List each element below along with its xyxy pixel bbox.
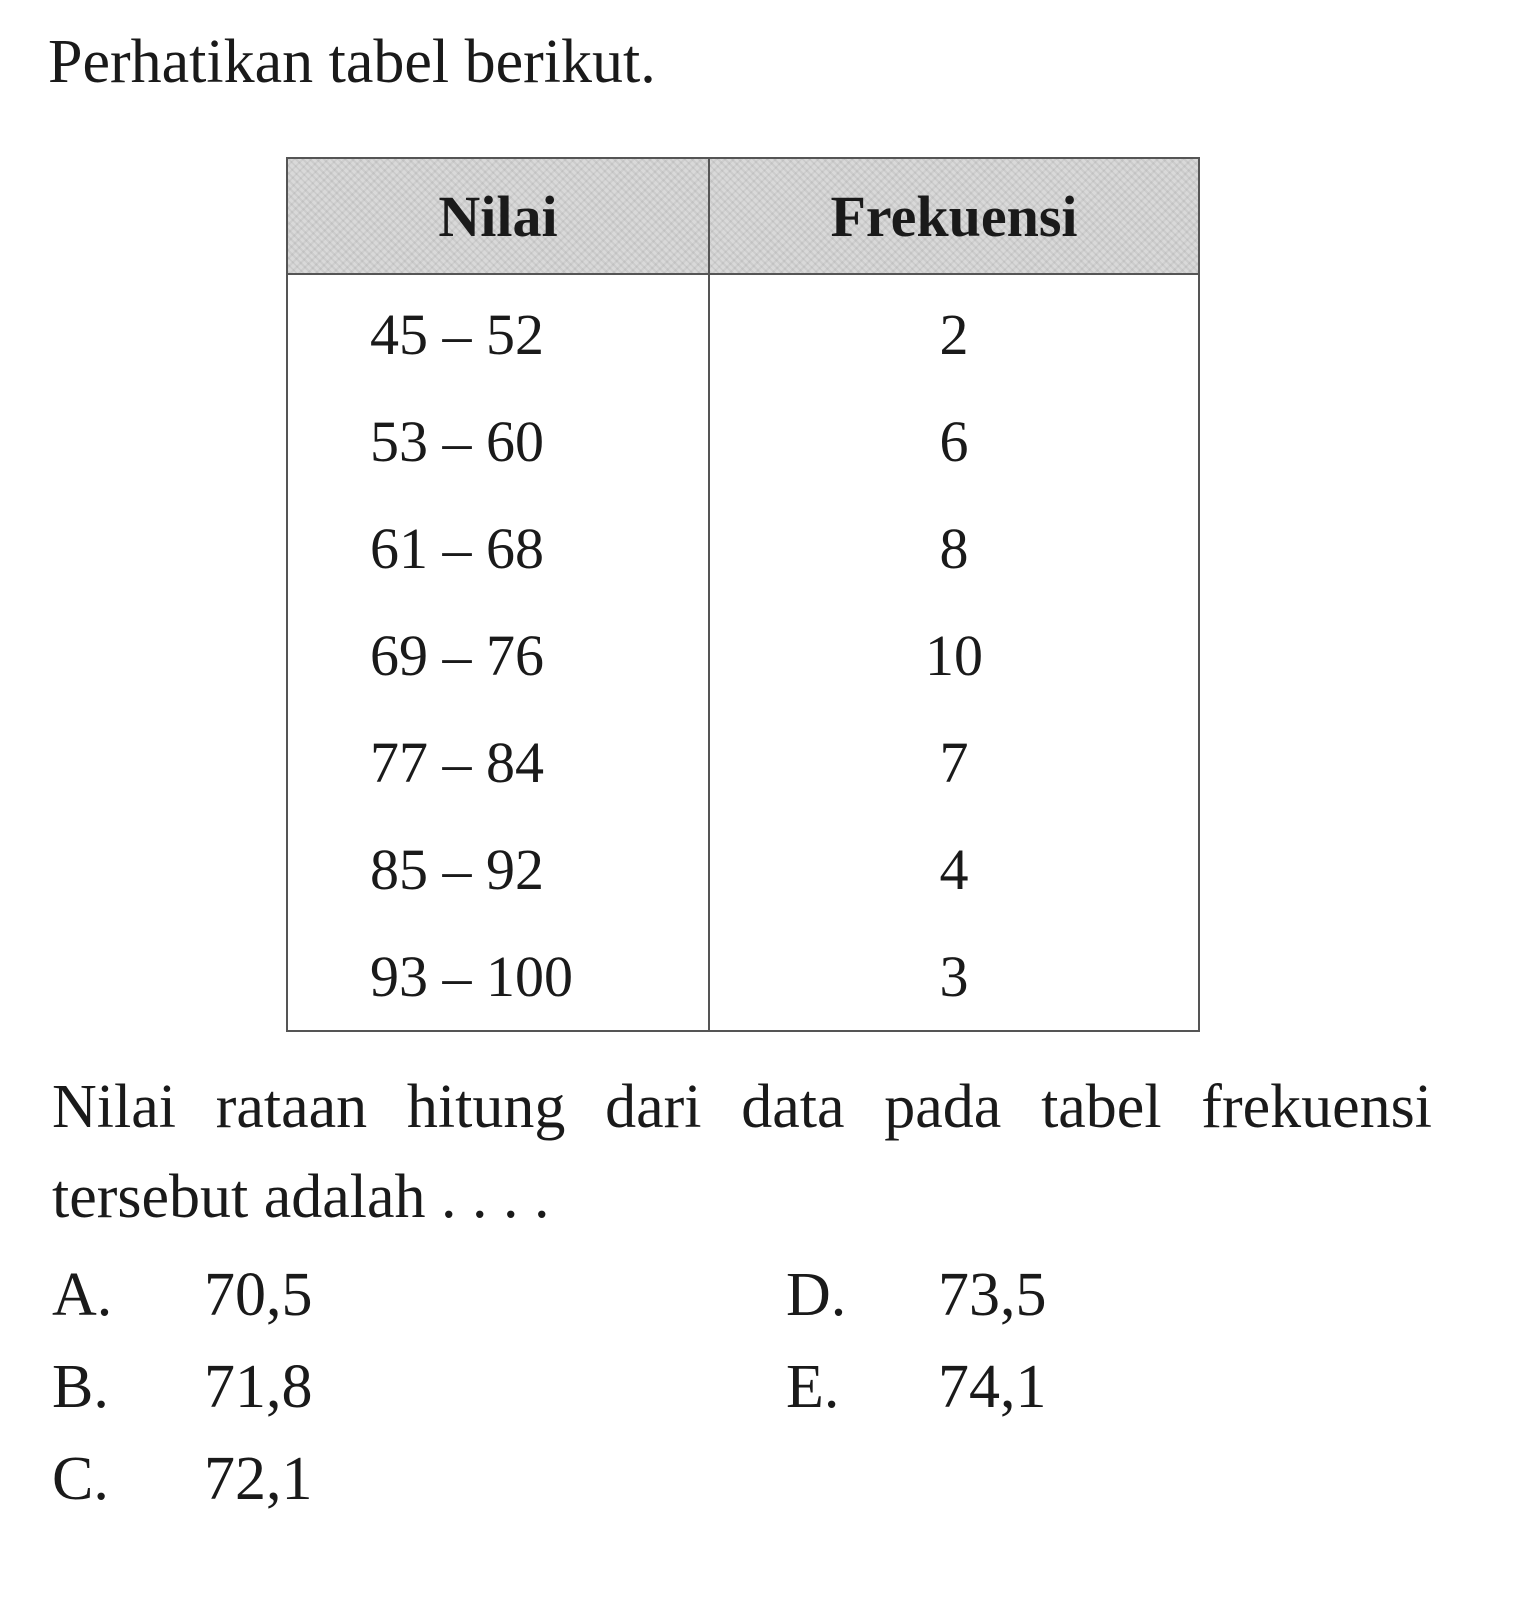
option-letter: D.	[786, 1261, 847, 1329]
option-value: 72,1	[204, 1445, 313, 1513]
option-c[interactable]	[52, 1445, 313, 1513]
table-row	[287, 709, 1199, 816]
nilai-cell: 93 – 100	[287, 923, 709, 1031]
nilai-cell: 77 – 84	[287, 709, 709, 816]
option-e[interactable]	[786, 1353, 1047, 1421]
table-row	[287, 602, 1199, 709]
frekuensi-cell: 4	[709, 816, 1199, 923]
frequency-table	[286, 157, 1200, 1032]
table-row	[287, 923, 1199, 1031]
option-value: 71,8	[204, 1353, 313, 1421]
table-header-row	[287, 158, 1199, 274]
option-value: 70,5	[204, 1261, 313, 1329]
frekuensi-cell: 10	[709, 602, 1199, 709]
table-row	[287, 816, 1199, 923]
option-a[interactable]	[52, 1261, 313, 1329]
option-letter: B.	[52, 1353, 109, 1421]
question-text: Nilai rataan hitung dari data pada tabel frekuensi tersebut adalah . . . .	[52, 1073, 1432, 1231]
frekuensi-cell: 7	[709, 709, 1199, 816]
option-letter: C.	[52, 1445, 109, 1513]
table-row	[287, 495, 1199, 602]
frekuensi-cell: 3	[709, 923, 1199, 1031]
frekuensi-cell: 6	[709, 388, 1199, 495]
nilai-cell: 45 – 52	[287, 274, 709, 388]
nilai-cell: 53 – 60	[287, 388, 709, 495]
frekuensi-cell: 8	[709, 495, 1199, 602]
option-d[interactable]	[786, 1261, 1047, 1329]
option-letter: E.	[786, 1353, 840, 1421]
nilai-cell: 69 – 76	[287, 602, 709, 709]
option-b[interactable]	[52, 1353, 313, 1421]
frekuensi-cell: 2	[709, 274, 1199, 388]
nilai-cell: 61 – 68	[287, 495, 709, 602]
option-letter: A.	[52, 1261, 113, 1329]
intro-text: Perhatikan tabel berikut.	[48, 28, 656, 96]
table-row	[287, 388, 1199, 495]
table-row	[287, 274, 1199, 388]
header-frekuensi: Frekuensi	[709, 158, 1199, 274]
nilai-cell: 85 – 92	[287, 816, 709, 923]
header-nilai: Nilai	[287, 158, 709, 274]
option-value: 73,5	[938, 1261, 1047, 1329]
option-value: 74,1	[938, 1353, 1047, 1421]
